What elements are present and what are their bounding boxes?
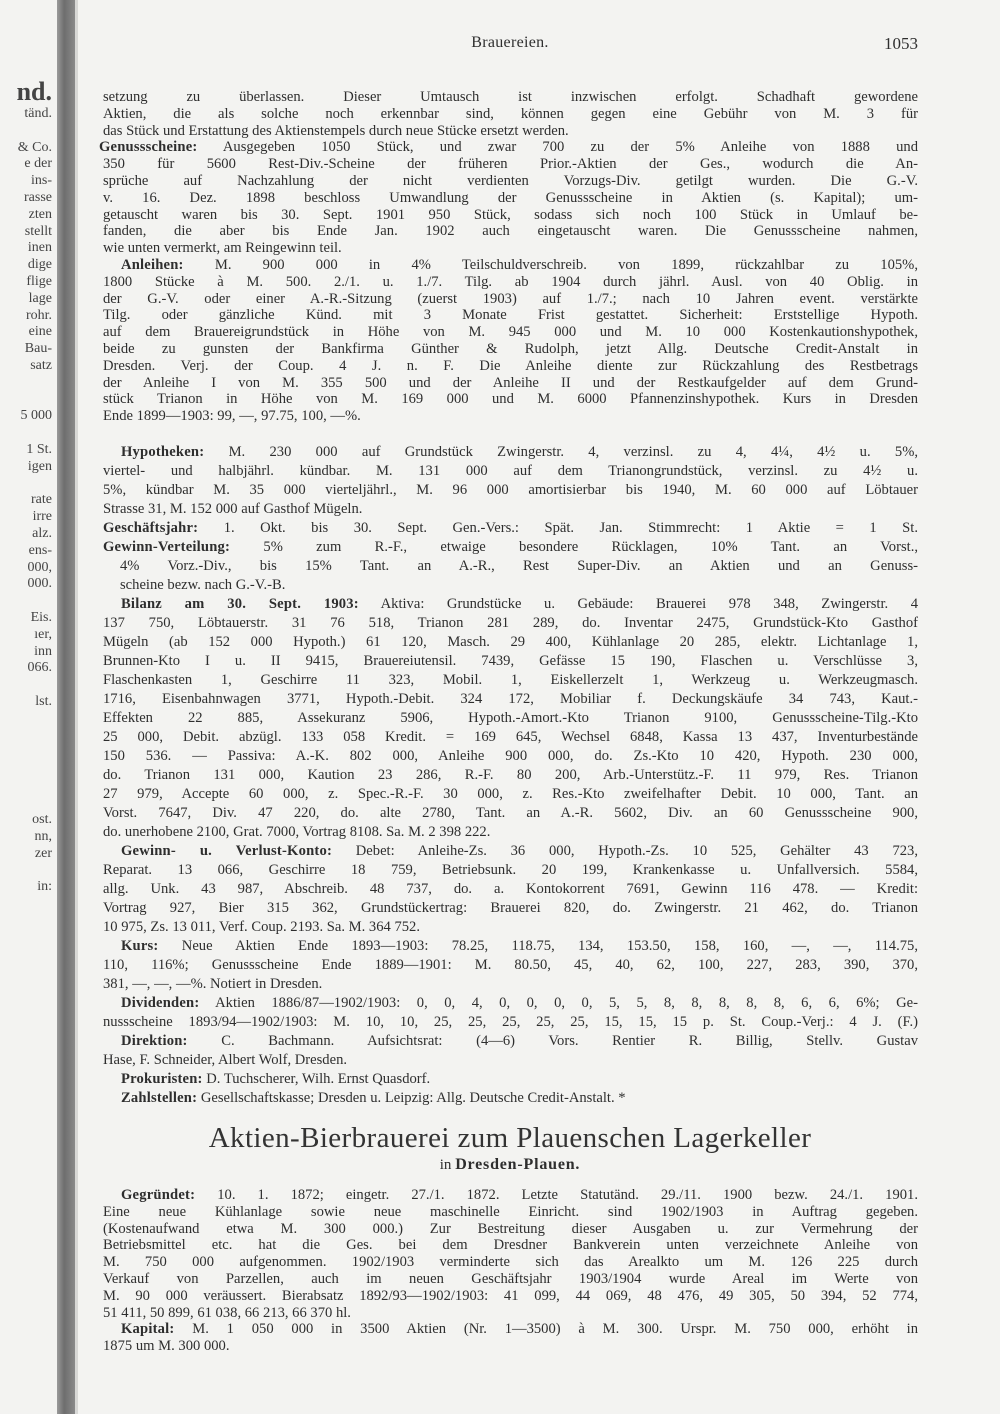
line-text: stück Trianon in Höhe von M. 169 000 und M. 6000 Pfannenzinshypothek. Kurs in Dresden [103, 391, 918, 408]
line-text: Effekten 22 885, Assekuranz 5906, Hypoth.-Amort.-Kto Trianon 9100, Genussscheine-Tilg.-Kto [103, 710, 918, 726]
text-line [103, 899, 918, 918]
line-text: Verkauf von Parzellen, auch im neuen Geschäftsjahr 1903/1904 wurde Areal im Werte von [103, 1270, 918, 1287]
company-location [100, 1156, 920, 1174]
fragment-line: 000. [27, 576, 52, 592]
text-line [103, 307, 918, 324]
fragment-line: & Co. [17, 139, 52, 155]
line-text: getauscht waren bis 30. Sept. 1901 950 Stück, sodass sich noch 100 Stück in Umlauf be- [103, 206, 918, 223]
running-header [100, 34, 920, 54]
text-line [103, 823, 918, 842]
text-line [103, 106, 918, 123]
text-line [103, 1237, 918, 1254]
line-text: auf dem Brauereigrundstück in Höhe von M. 945 000 und M. 10 000 Kostenkautionshypothek, [103, 324, 918, 341]
line-text: 5%, kündbar M. 35 000 vierteljährl., M. 96 000 amortisierbar bis 1940, M. 60 000 auf Löbtauer [103, 482, 918, 498]
line-text: wie unten vermerkt, am Reingewinn teil. [103, 240, 342, 257]
line-text: 381, —, —, —%. Notiert in Dresden. [103, 976, 323, 992]
line-text: 10 975, Zs. 13 011, Verf. Coup. 2193. Sa. M. 364 752. [103, 919, 421, 935]
line-text: Vorst. 7647, Div. 47 220, do. alte 2780, Tant. an A.-R. 5602, Div. an 60 Genussscheine 900, [103, 805, 918, 821]
page-edge [75, 0, 78, 1414]
line-text: 10. 1. 1872; eingetr. 27./1. 1872. Letzte Statutänd. 29./11. 1900 bezw. 24./1. 1901. [195, 1187, 918, 1203]
text-line [103, 443, 918, 462]
text-line [103, 291, 918, 308]
fragment-line: in: [37, 879, 52, 895]
text-block-company-details [103, 443, 918, 1108]
fragment-line: inen [27, 240, 52, 256]
text-line [103, 1187, 918, 1204]
fragment-line: nn, [34, 828, 52, 844]
fragment-line: stellt [24, 223, 52, 239]
text-line [103, 975, 918, 994]
fragment-line: inn [34, 643, 52, 659]
text-line [103, 595, 918, 614]
section-label: Genussscheine: [99, 139, 198, 156]
text-line [103, 1032, 918, 1051]
fragment-line: 066. [27, 660, 52, 676]
text-line [103, 1288, 918, 1305]
section-label: Zahlstellen: [121, 1090, 198, 1106]
line-text: Neue Aktien Ende 1893—1903: 78.25, 118.75, 134, 153.50, 158, 160, —, —, 114.75, [158, 938, 918, 954]
line-text: nussscheine 1893/94—1902/1903: M. 10, 10, 25, 25, 25, 25, 25, 15, 15, 15 p. St. Coup.-Verj.: 4 J. (F.) [103, 1014, 918, 1030]
text-line [103, 804, 918, 823]
line-text: (Kostenaufwand etwa M. 300 000.) Zur Bestreitung dieser Ausgaben u. zur Vermehrung der [103, 1220, 918, 1237]
line-text: Ende 1899—1903: 99, —, 97.75, 100, —%. [103, 408, 361, 425]
line-text: Ausgegeben 1050 Stück, und zwar 700 zu der 5% Anleihe von 1888 und [197, 139, 918, 156]
text-line [103, 633, 918, 652]
fragment-line: lst. [35, 693, 52, 709]
text-block-genussscheine-anleihen [99, 89, 918, 425]
section-label: Kapital: [121, 1321, 175, 1338]
fragment-line: ens- [28, 542, 52, 558]
fragment-line: alz. [32, 525, 52, 541]
text-line [103, 614, 918, 633]
section-label: Dividenden: [121, 995, 200, 1011]
fragment-line [0, 677, 52, 694]
text-line [103, 861, 918, 880]
fragment-line [0, 392, 52, 409]
line-text: 350 für 5600 Rest-Div.-Scheine der früheren Prior.-Aktien der Ges., wodurch die An- [103, 156, 918, 173]
line-text: Betriebsmittel etc. hat die Ges. bei dem Dresdner Bankverein unten verzeichnete Anleihe von [103, 1237, 918, 1254]
line-text: viertel- und halbjährl. kündbar. M. 131 000 auf dem Trianongrundstück, verzinsl. zu 4½ u. [103, 463, 918, 479]
fragment-line: rasse [24, 189, 52, 205]
line-text: 27 979, Accepte 60 000, z. Spec.-R.-F. 30 000, z. Res.-Kto zweifelhafter Debit. 10 000, Tant. an [103, 786, 918, 802]
line-text: Strasse 31, M. 152 000 auf Gasthof Mügeln. [103, 501, 363, 517]
text-line [103, 842, 918, 861]
line-text: 51 411, 50 899, 61 038, 66 213, 66 370 hl. [103, 1304, 351, 1321]
text-line [103, 257, 918, 274]
line-text: C. Bachmann. Aufsichtsrat: (4—6) Vors. Rentier R. Billig, Stellv. Gustav [187, 1033, 918, 1049]
section-label: Prokuristen: [121, 1071, 203, 1087]
line-text: Tilg. oder gänzliche Künd. mit 3 Monate Frist gestattet. Sicherheit: Erststellige Hypoth. [103, 307, 918, 324]
line-text: das Stück und Erstattung des Aktienstempels durch neue Stücke ersetzt werden. [103, 122, 569, 139]
text-line [103, 500, 918, 519]
company-heading: Aktien-Bierbrauerei zum Plauenschen Lagerkeller [208, 1122, 812, 1154]
line-text: M. 900 000 in 4% Teilschuldverschreib. von 1899, rückzahlbar zu 105%, [183, 256, 918, 273]
text-line [103, 375, 918, 392]
fragment-line: rate [31, 492, 52, 508]
text-line [103, 391, 918, 408]
section-label: Gegründet: [121, 1187, 196, 1203]
text-line [103, 728, 918, 747]
line-text: 150 536. — Passiva: A.-K. 802 000, Anleihe 900 000, do. Zs.-Kto 10 420, Hypoth. 230 000, [103, 748, 918, 764]
line-text: Vortrag 927, Bier 315 362, Grundstückertrag: Brauerei 820, do. Zwingerstr. 21 462, do. Trianon [103, 900, 918, 916]
text-line [103, 994, 918, 1013]
fragment-line: eine [28, 324, 52, 340]
line-text: Flaschenkasten 1, Geschirre 11 323, Mobil. 1, Eiskellerzelt 1, Werkzeug u. Werkzeugmasch. [103, 672, 918, 688]
text-line [103, 1271, 918, 1288]
line-text: scheine bezw. nach G.-V.-B. [120, 577, 286, 593]
line-text: 4% Vorz.-Div., bis 15% Tant. an A.-R., Rest Super-Div. an Aktien und an Genuss- [120, 558, 918, 574]
text-line [103, 1221, 918, 1238]
text-line [103, 576, 918, 595]
fragment-line [0, 476, 52, 493]
line-text: M. 90 000 veräussert. Bierabsatz 1892/93—1902/1903: 41 099, 44 069, 48 476, 49 305, 50 394, 52 774, [103, 1287, 918, 1304]
fragment-line: flige [26, 273, 52, 289]
text-line [103, 358, 918, 375]
line-text: Mügeln (ab 152 000 Hypoth.) 61 120, Masch. 29 400, Kühlanlage 20 285, elektr. Lichtanlage 1, [103, 634, 918, 650]
section-label: Gewinn- u. Verlust-Konto: [121, 843, 333, 859]
fragment-line: irre [32, 509, 52, 525]
line-text: beide zu gunsten der Bankfirma Günther & Rudolph, jetzt Allg. Deutsche Credit-Anstalt in [103, 340, 918, 357]
line-text: 5% zum R.-F., etwaige besondere Rücklagen, 10% Tant. an Vorst., [230, 539, 918, 555]
fragment-line: rohr. [25, 307, 52, 323]
line-text: der G.-V. oder einer A.-R.-Sitzung (zuerst 1903) auf 1./7.; nach 10 Jahren event. verstärkte [103, 290, 918, 307]
text-line [103, 341, 918, 358]
text-line [103, 1305, 918, 1322]
text-line [103, 240, 918, 257]
line-text: Aktien 1886/87—1902/1903: 0, 0, 4, 0, 0, 0, 0, 5, 5, 8, 8, 8, 8, 8, 6, 6, 6%; Ge- [199, 995, 918, 1011]
fragment-line: e der [24, 156, 52, 172]
line-text: der Anleihe I von M. 355 500 und der Anleihe II und der Restkaufgelder auf dem Grund- [103, 374, 918, 391]
text-line [103, 766, 918, 785]
fragment-line: tänd. [24, 106, 52, 121]
line-text: Hase, F. Schneider, Albert Wolf, Dresden. [103, 1052, 348, 1068]
text-line [103, 1013, 918, 1032]
text-line [103, 1070, 918, 1089]
fragment-line [0, 123, 52, 140]
text-line [103, 1089, 918, 1108]
text-line [103, 1338, 918, 1355]
text-line [103, 519, 918, 538]
text-line [103, 1051, 918, 1070]
book-gutter [57, 0, 75, 1414]
fragment-line: ost. [32, 812, 52, 827]
location-name: Dresden-Plauen. [455, 1156, 581, 1173]
text-line [103, 652, 918, 671]
line-text: setzung zu überlassen. Dieser Umtausch ist inzwischen erfolgt. Schadhaft gewordene [103, 89, 918, 105]
text-line [99, 139, 918, 156]
line-text: D. Tuchscherer, Wilh. Ernst Quasdorf. [202, 1071, 431, 1087]
fragment-line: igen [27, 458, 52, 474]
fragment-line: Eis. [30, 609, 52, 625]
line-text: 1716, Eisenbahnwagen 3771, Hypoth.-Debit. 324 172, Mobiliar f. Deckungskäufe 34 743, Kaut.- [103, 691, 918, 707]
line-text: allg. Unk. 43 987, Abschreib. 48 737, do. a. Kontokorrent 7691, Gewinn 116 478. — Kredit: [103, 881, 918, 897]
line-text: 1875 um M. 300 000. [103, 1338, 230, 1355]
location-prefix: in [439, 1157, 452, 1173]
fragment-line: lage [28, 290, 52, 306]
fragment-line: 000, [27, 559, 52, 575]
text-line [103, 408, 918, 425]
text-line [103, 156, 918, 173]
text-line [103, 481, 918, 500]
line-text: M. 1 050 000 in 3500 Aktien (Nr. 1—3500) à M. 300. Urspr. M. 750 000, erhöht in [174, 1321, 918, 1338]
facing-page-fragments-lower [0, 812, 52, 896]
text-line [103, 956, 918, 975]
line-text: Dresden. Verj. der Coup. 4 J. n. F. Die Anleihe diente zur Rückzahlung des Restbetrags [103, 357, 918, 374]
text-line [103, 173, 918, 190]
section-label: Anleihen: [121, 256, 184, 273]
line-text: Brunnen-Kto I u. II 9415, Brauereiutensil. 7439, Gefässe 15 190, Flaschen u. Verschlüsse 3, [103, 653, 918, 669]
text-line [103, 1254, 918, 1271]
text-line [103, 918, 918, 937]
text-block-lagerkeller [103, 1187, 918, 1355]
fragment-line: ıer, [34, 626, 52, 642]
section-label: Geschäftsjahr: [103, 520, 199, 536]
text-line [103, 462, 918, 481]
line-text: fanden, die aber bis Ende Jan. 1902 auch eingetauscht waren. Die Genussscheine nahmen, [103, 223, 918, 240]
line-text: Aktiva: Grundstücke u. Gebäude: Brauerei 978 348, Zwingerstr. 4 [358, 596, 918, 612]
text-line [103, 880, 918, 899]
section-label: Direktion: [121, 1033, 188, 1049]
line-text: 1800 Stücke à M. 500. 2./1. u. 1./7. Tilg. ab 1904 durch jährl. Ausl. von 40 Oblig. in [103, 273, 918, 290]
fragment-line: Bau- [24, 341, 52, 357]
line-text: do. Trianon 131 000, Kaution 23 286, R.-F. 80 200, Arb.-Unterstütz.-F. 11 979, Res. Trianon [103, 767, 918, 783]
fragment-line: dige [27, 257, 52, 273]
section-label: Kurs: [121, 938, 159, 954]
line-text: sprüche auf Nachzahlung der nicht verdienten Vorzugs-Div. getilgt wurden. Die G.-V. [103, 172, 918, 189]
text-line [103, 1321, 918, 1338]
fragment-line [0, 425, 52, 442]
text-line [103, 690, 918, 709]
text-line [103, 1204, 918, 1221]
line-text: 137 750, Löbtauerstr. 31 76 518, Trianon 281 289, do. Inventar 2475, Grundstück-Kto Gasthof [103, 615, 918, 631]
text-line [103, 207, 918, 224]
text-line [103, 747, 918, 766]
text-line [103, 89, 918, 106]
running-title: Brauereien. [471, 34, 549, 51]
section-label: Gewinn-Verteilung: [103, 539, 231, 555]
fragment-line: ins- [31, 173, 52, 189]
line-text: do. unerhobene 2100, Grat. 7000, Vortrag 8108. Sa. M. 2 398 222. [103, 824, 491, 840]
text-line [103, 785, 918, 804]
text-line [103, 671, 918, 690]
text-line [103, 324, 918, 341]
line-text: 110, 116%; Genussscheine Ende 1889—1901: M. 80.50, 45, 40, 62, 100, 227, 283, 390, 370, [103, 957, 918, 973]
fragment-line: zer [34, 845, 52, 861]
section-label: Bilanz am 30. Sept. 1903: [121, 596, 359, 612]
text-line [103, 538, 918, 557]
line-text: Reparat. 13 066, Geschirre 18 759, Betriebsunk. 20 199, Krankenkasse u. Unfallversich. 5584, [103, 862, 918, 878]
line-text: Aktien, die als solche noch erkennbar sind, können gegen eine Gebühr von M. 3 für [103, 105, 918, 122]
fragment-line [0, 862, 52, 879]
text-line [103, 937, 918, 956]
line-text: Gesellschaftskasse; Dresden u. Leipzig: Allg. Deutsche Credit-Anstalt. * [197, 1090, 626, 1106]
fragment-line: zten [28, 206, 52, 222]
text-line [103, 190, 918, 207]
text-line [103, 123, 918, 140]
text-line [103, 274, 918, 291]
line-text: Debet: Anleihe-Zs. 36 000, Hypoth.-Zs. 10 525, Gehälter 43 723, [332, 843, 918, 859]
text-line [103, 709, 918, 728]
line-text: 1. Okt. bis 30. Sept. Gen.-Vers.: Spät. Jan. Stimmrecht: 1 Aktie = 1 St. [198, 520, 918, 536]
line-text: v. 16. Dez. 1898 beschloss Umwandlung der Genussscheine in Aktien (s. Kapital); um- [103, 189, 918, 206]
fragment-line [0, 375, 52, 392]
line-text: Eine neue Kühlanlage sowie neue maschinelle Einricht. sind 1902/1903 in Auftrag gegeben. [103, 1203, 918, 1220]
line-text: 25 000, Debit. abzügl. 133 058 Kredit. = 169 645, Wechsel 6848, Kassa 13 437, Inventurbestände [103, 729, 918, 745]
line-text: M. 750 000 aufgenommen. 1902/1903 verminderte sich das Arealkto um M. 126 225 durch [103, 1254, 918, 1271]
text-line [103, 223, 918, 240]
fragment-line [0, 593, 52, 610]
fragment-line: 1 St. [26, 441, 52, 457]
facing-page-fragments [0, 78, 52, 711]
text-line [103, 557, 918, 576]
fragment-line: nd. [16, 78, 52, 106]
page-number: 1053 [884, 34, 918, 53]
section-label: Hypotheken: [121, 444, 205, 460]
fragment-line: satz [30, 357, 52, 373]
line-text: M. 230 000 auf Grundstück Zwingerstr. 4, verzinsl. zu 4, 4¼, 4½ u. 5%, [204, 444, 918, 460]
fragment-line: 5 000 [20, 408, 52, 424]
